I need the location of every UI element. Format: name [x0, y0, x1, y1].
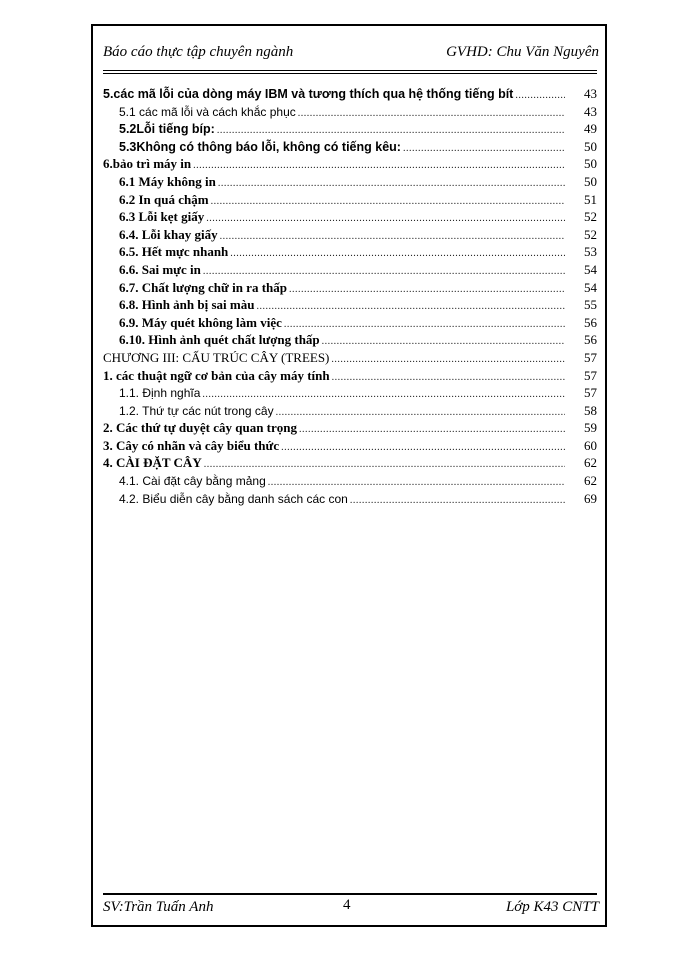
toc-entry[interactable]: [103, 155, 597, 173]
toc-entry[interactable]: [103, 384, 597, 402]
toc-entry-page: 52: [584, 209, 597, 225]
toc-entry[interactable]: [103, 490, 597, 508]
footer-student: SV:Trần Tuấn Anh: [103, 899, 214, 915]
toc-entry[interactable]: [103, 402, 597, 420]
toc-entry[interactable]: [103, 419, 597, 437]
footer-rule: [103, 893, 597, 895]
toc-entry-title: 6.4. Lỗi khay giấy: [119, 226, 218, 242]
toc-entry[interactable]: [103, 296, 597, 314]
toc-entry-page: 58: [584, 402, 597, 418]
toc-entry-page: 62: [584, 455, 597, 471]
page-number: 4: [343, 897, 351, 913]
page-header: [103, 44, 599, 64]
toc-entry-page: 52: [584, 226, 597, 242]
toc-entry-title: 6.7. Chất lượng chữ in ra thấp: [119, 279, 287, 295]
toc-entry-page: 54: [584, 261, 597, 277]
toc-entry-title: 6.2 In quá chậm: [119, 191, 209, 207]
toc-entry-page: 54: [584, 279, 597, 295]
toc-entry-title: 5.các mã lỗi của dòng máy IBM và tương thích qua hệ thống tiếng bít: [103, 87, 514, 101]
toc-entry[interactable]: [103, 314, 597, 332]
toc-entry-title: 6.1 Máy không in: [119, 173, 216, 189]
toc-entry-title: 6.bảo trì máy in: [103, 156, 192, 172]
toc-entry[interactable]: [103, 349, 597, 367]
toc-entry-title: 6.8. Hình ảnh bị sai màu: [119, 297, 255, 313]
toc-entry-title: 5.1 các mã lỗi và cách khắc phục: [119, 104, 296, 119]
toc-entry-page: 53: [584, 244, 597, 260]
toc-dot-leader: [350, 492, 565, 510]
header-advisor: GVHD: Chu Văn Nguyên: [446, 44, 599, 60]
toc-entry[interactable]: [103, 208, 597, 226]
table-of-contents: [103, 85, 597, 507]
footer-class: Lớp K43 CNTT: [505, 899, 599, 915]
toc-entry[interactable]: [103, 85, 597, 103]
toc-entry-title: 4.2. Biểu diễn cây bằng danh sách các con: [119, 491, 348, 506]
toc-entry-title: 5.3Không có thông báo lỗi, không có tiếng kêu:: [119, 139, 401, 154]
toc-entry-page: 62: [584, 473, 597, 489]
toc-entry-page: 50: [584, 138, 597, 154]
toc-entry[interactable]: [103, 243, 597, 261]
header-report-title: Báo cáo thực tập chuyên ngành: [103, 44, 294, 60]
toc-entry-title: 6.6. Sai mực in: [119, 261, 201, 277]
toc-entry-title: 3. Cây có nhãn và cây biểu thức: [103, 437, 280, 453]
toc-entry-page: 60: [584, 437, 597, 453]
toc-entry-page: 49: [584, 121, 597, 137]
toc-entry-title: 4. CÀI ĐẶT CÂY: [103, 455, 202, 471]
toc-entry-page: 55: [584, 297, 597, 313]
toc-entry-title: 6.10. Hình ảnh quét chất lượng thấp: [119, 332, 320, 348]
toc-entry-title: 1. các thuật ngữ cơ bản của cây máy tính: [103, 367, 330, 383]
header-rule-bottom: [103, 73, 597, 74]
toc-entry-page: 50: [584, 156, 597, 172]
toc-entry-page: 57: [584, 367, 597, 383]
toc-entry-page: 51: [584, 191, 597, 207]
toc-entry[interactable]: [103, 279, 597, 297]
toc-entry-page: 43: [584, 86, 597, 101]
toc-entry[interactable]: [103, 454, 597, 472]
toc-entry[interactable]: [103, 120, 597, 138]
toc-entry-page: 57: [584, 349, 597, 365]
toc-entry[interactable]: [103, 331, 597, 349]
toc-entry-page: 59: [584, 420, 597, 436]
toc-entry-title: 1.2. Thứ tự các nút trong cây: [119, 403, 274, 418]
toc-entry-title: 4.1. Cài đặt cây bằng mảng: [119, 474, 266, 489]
toc-entry-page: 69: [584, 490, 597, 506]
toc-entry-title: 1.1. Định nghĩa: [119, 386, 201, 401]
toc-entry[interactable]: [103, 472, 597, 490]
toc-entry[interactable]: [103, 367, 597, 385]
toc-entry-title: 5.2Lỗi tiếng bíp:: [119, 122, 215, 137]
toc-entry-page: 57: [584, 385, 597, 401]
toc-entry-page: 56: [584, 332, 597, 348]
header-rule-top: [103, 70, 597, 71]
toc-entry-title: CHƯƠNG III: CẤU TRÚC CÂY (TREES): [103, 349, 330, 365]
toc-entry[interactable]: [103, 103, 597, 121]
page-footer: [103, 899, 599, 919]
toc-entry[interactable]: [103, 226, 597, 244]
toc-entry-title: 6.5. Hết mực nhanh: [119, 244, 229, 260]
toc-entry-title: 2. Các thứ tự duyệt cây quan trọng: [103, 420, 297, 436]
toc-entry-page: 50: [584, 173, 597, 189]
toc-entry-page: 56: [584, 314, 597, 330]
toc-entry-title: 6.9. Máy quét không làm việc: [119, 314, 282, 330]
toc-entry[interactable]: [103, 173, 597, 191]
toc-entry[interactable]: [103, 437, 597, 455]
toc-entry[interactable]: [103, 138, 597, 156]
toc-entry[interactable]: [103, 261, 597, 279]
toc-entry-page: 43: [584, 103, 597, 119]
toc-entry[interactable]: [103, 191, 597, 209]
toc-entry-title: 6.3 Lỗi kẹt giấy: [119, 209, 205, 225]
